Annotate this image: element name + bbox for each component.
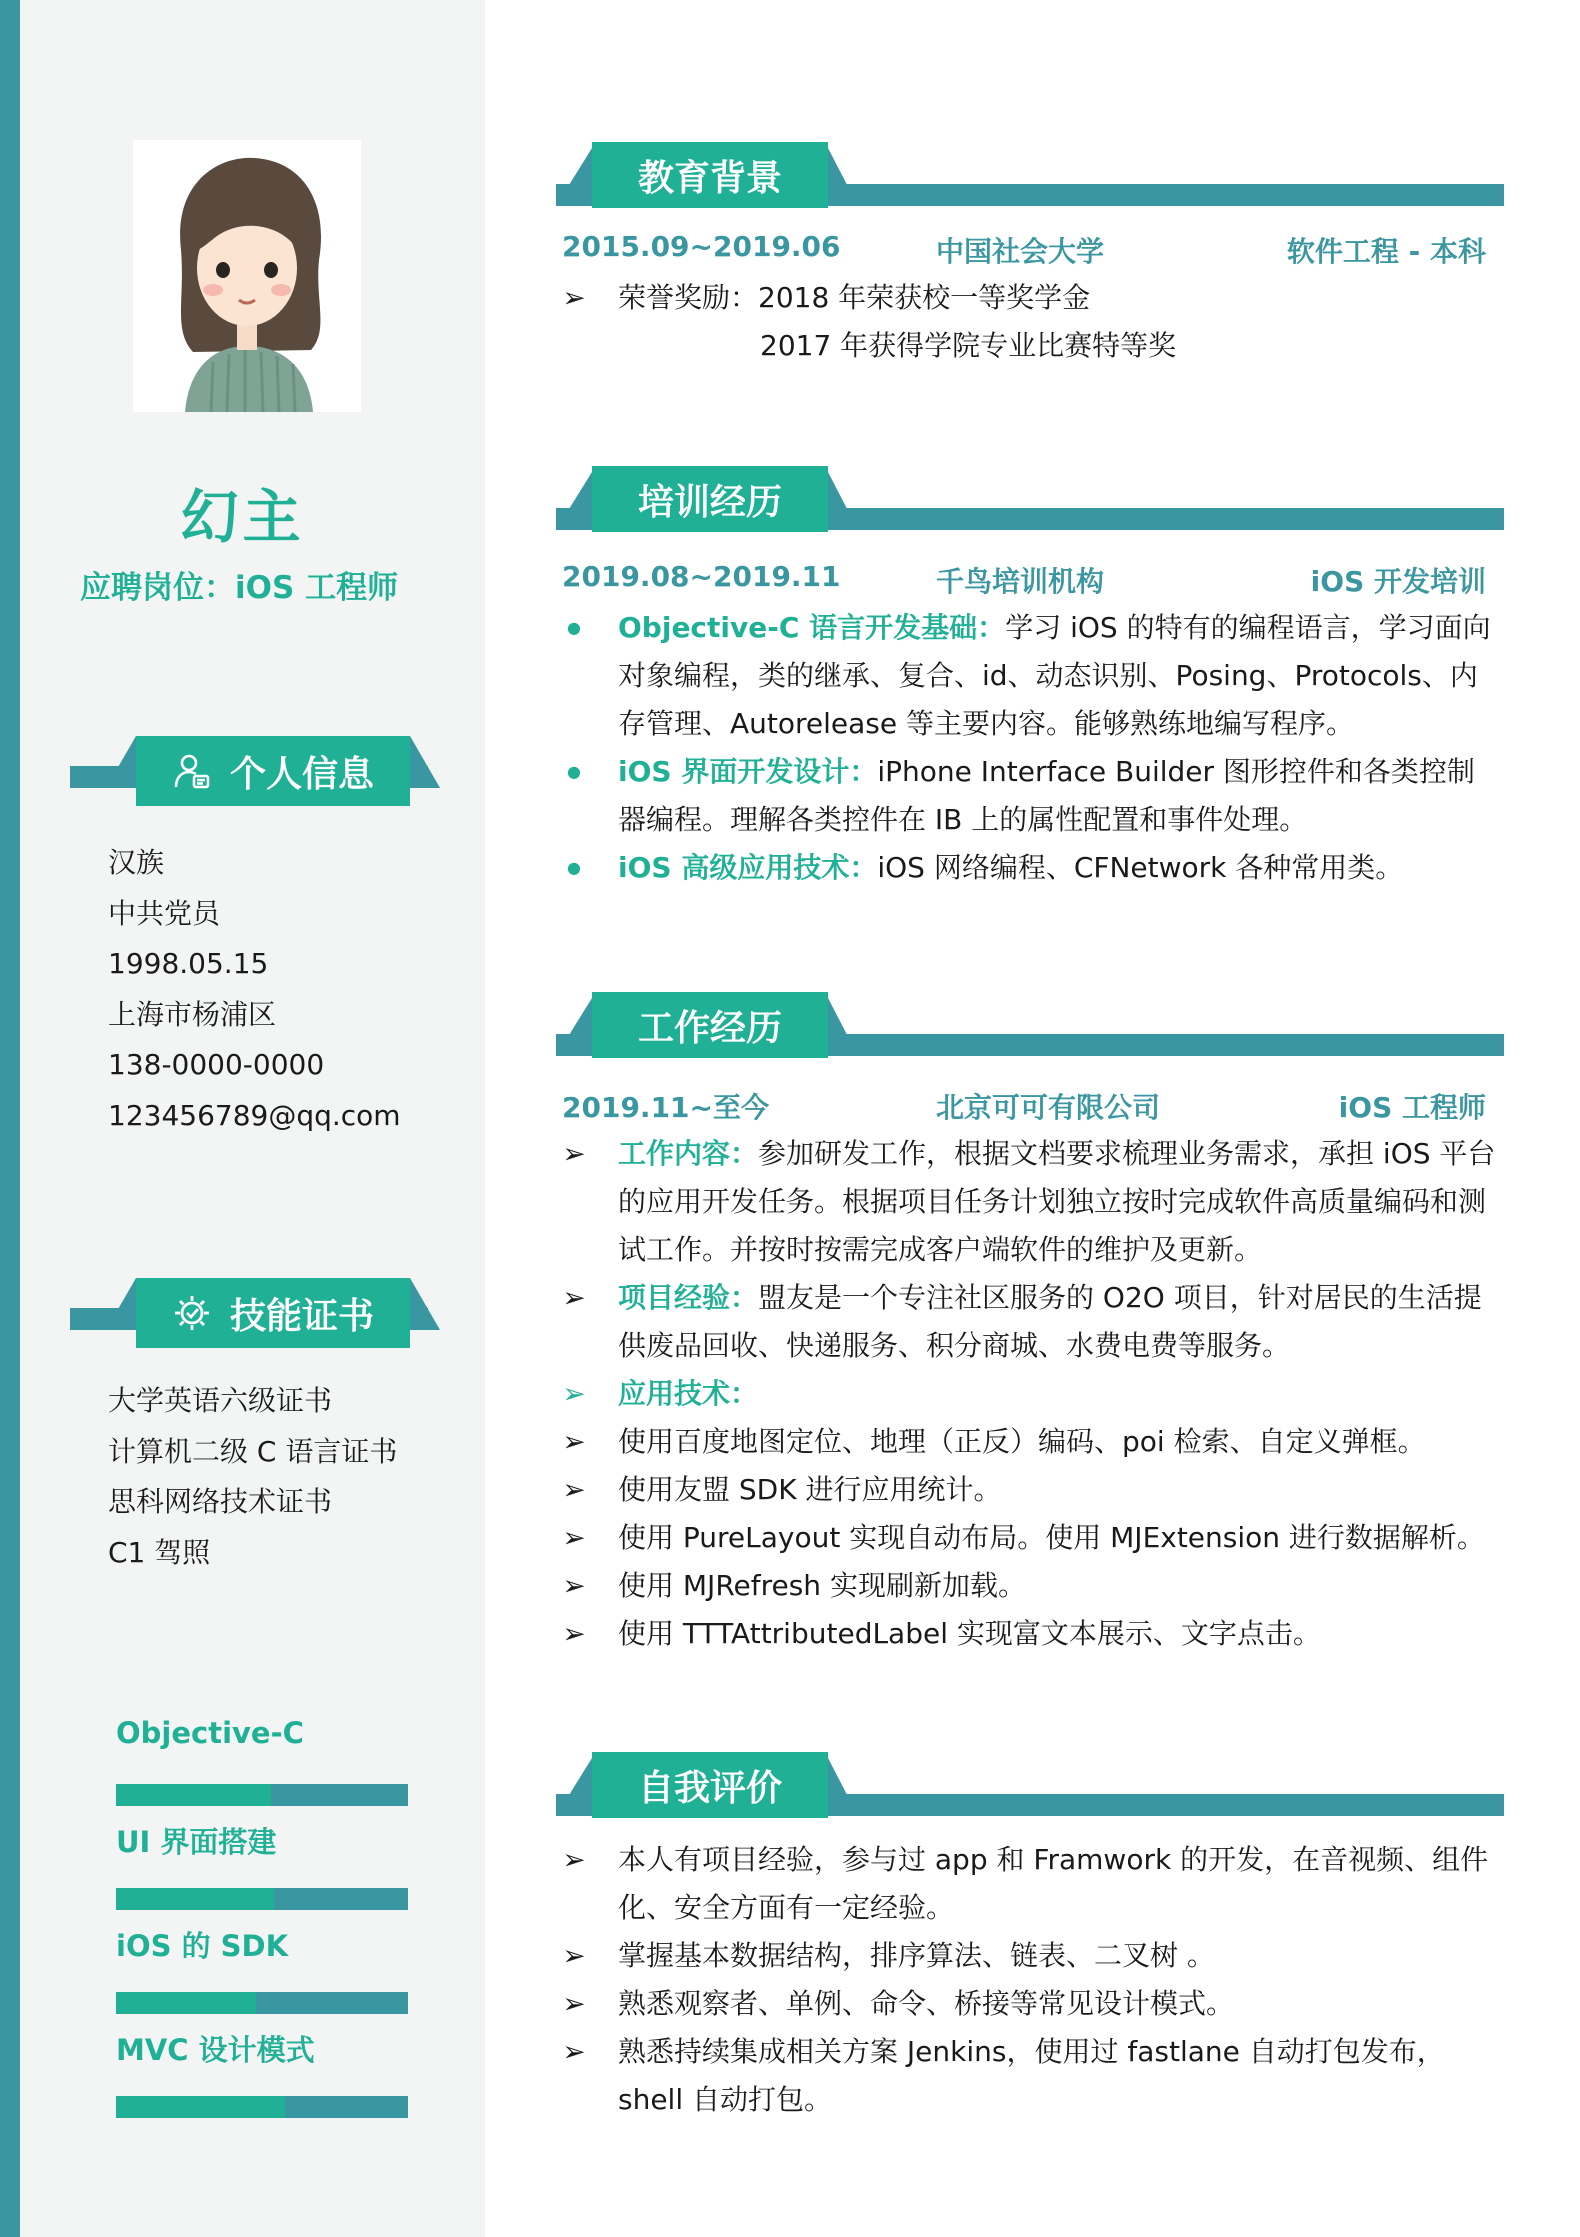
item-keyword: 工作内容： <box>618 1137 759 1170</box>
work-tech-item <box>562 1514 1502 1562</box>
item-text: 使用 TTTAttributedLabel 实现富文本展示、文字点击。 <box>618 1617 1321 1650</box>
arrow-bullet-icon: ➢ <box>562 1569 586 1602</box>
education-meta <box>562 230 1486 270</box>
item-text: 参加研发工作，根据文档要求梳理业务需求，承担 iOS 平台的应用开发任务。根据项目任务计划独立按时完成软件高质量编码和测试工作。并按时按需完成客户端软件的维护及更新。 <box>618 1137 1496 1266</box>
header-title: 教育背景 <box>637 157 782 199</box>
skill-ui-layout <box>116 1820 412 1910</box>
header-tab-left <box>556 1758 592 1816</box>
arrow-bullet-icon: ➢ <box>562 1987 586 2020</box>
info-email: 123456789@qq.com <box>108 1098 401 1132</box>
header-tab <box>592 466 828 532</box>
header-tab-left <box>556 998 592 1056</box>
skill-track <box>116 1784 408 1806</box>
dot-bullet-icon: ● <box>567 858 581 877</box>
skill-label: iOS 的 SDK <box>116 1929 289 1963</box>
skill-track <box>116 1992 408 2014</box>
skill-fill <box>116 2096 285 2118</box>
avatar <box>133 140 361 412</box>
item-keyword: iOS 高级应用技术： <box>618 851 878 884</box>
item-text: 熟悉持续集成相关方案 Jenkins，使用过 fastlane 自动打包发布，shell 自动打包。 <box>618 2035 1445 2116</box>
header-tab <box>136 736 410 806</box>
skill-fill <box>116 1992 256 2014</box>
training-header <box>556 472 1504 534</box>
self-evaluation-item <box>562 1980 1502 2028</box>
training-item <box>562 604 1502 748</box>
info-political-status: 中共党员 <box>108 896 221 930</box>
header-tab-right <box>828 1758 858 1816</box>
arrow-bullet-icon: ➢ <box>562 1843 586 1876</box>
item-text: 使用 PureLayout 实现自动布局。使用 MJExtension 进行数据解析。 <box>618 1521 1485 1554</box>
certificate-item: 思科网络技术证书 <box>108 1485 333 1518</box>
work-content <box>562 1130 1502 1274</box>
work-tech-item <box>562 1562 1502 1610</box>
gear-icon <box>172 1293 212 1333</box>
header-title: 技能证书 <box>229 1295 374 1337</box>
work-project <box>562 1274 1502 1370</box>
item-text: 掌握基本数据结构，排序算法、链表、二叉树 。 <box>618 1939 1215 1972</box>
training-period: 2019.08~2019.11 <box>562 560 841 593</box>
arrow-bullet-icon: ➢ <box>562 1521 586 1554</box>
training-course: iOS 开发培训 <box>1310 565 1486 598</box>
item-keyword: 项目经验： <box>618 1281 759 1314</box>
candidate-name: 幻主 <box>180 483 305 551</box>
item-text: 使用 MJRefresh 实现刷新加载。 <box>618 1569 1026 1602</box>
skill-fill <box>116 1888 274 1910</box>
training-meta <box>562 560 1486 600</box>
arrow-bullet-icon: ➢ <box>562 1473 586 1506</box>
item-keyword: iOS 界面开发设计： <box>618 755 878 788</box>
header-title: 工作经历 <box>637 1007 782 1049</box>
certificate-item: 计算机二级 C 语言证书 <box>108 1434 398 1468</box>
job-title: 应聘岗位：iOS 工程师 <box>80 570 399 606</box>
header-tab <box>592 1752 828 1818</box>
arrow-bullet-icon: ➢ <box>562 1137 586 1170</box>
skill-track <box>116 1888 408 1910</box>
header-title: 个人信息 <box>229 753 374 795</box>
item-keyword: 应用技术： <box>618 1377 759 1410</box>
self-evaluation-item <box>562 2028 1502 2124</box>
header-tab-left <box>556 148 592 206</box>
training-item <box>562 844 1502 892</box>
item-text: iPhone Interface Builder 图形控件和各类控制器编程。理解各类控件在 IB 上的属性配置和事件处理。 <box>618 755 1475 836</box>
education-major: 软件工程 - 本科 <box>1286 235 1486 268</box>
dot-bullet-icon: ● <box>567 618 581 637</box>
left-accent-strip <box>0 0 20 2237</box>
skill-fill <box>116 1784 271 1806</box>
certificate-item: 大学英语六级证书 <box>108 1384 333 1417</box>
self-evaluation-item <box>562 1836 1502 1932</box>
work-tech-item <box>562 1418 1502 1466</box>
work-meta <box>562 1086 1486 1126</box>
training-org: 千鸟培训机构 <box>936 565 1105 598</box>
education-period: 2015.09~2019.06 <box>562 230 841 263</box>
header-title: 培训经历 <box>637 481 782 523</box>
education-awards <box>562 274 1502 370</box>
header-tab-right <box>828 998 858 1056</box>
header-tab-left <box>556 472 592 530</box>
skill-track <box>116 2096 408 2118</box>
award-item: 2018 年荣获校一等奖学金 <box>758 281 1091 314</box>
certificates-header <box>70 1278 428 1348</box>
item-text: 使用友盟 SDK 进行应用统计。 <box>618 1473 1002 1506</box>
info-location: 上海市杨浦区 <box>108 997 277 1031</box>
awards-label: 荣誉奖励： <box>618 281 759 314</box>
arrow-bullet-icon: ➢ <box>562 1281 586 1314</box>
skill-ios-sdk <box>116 1924 412 2014</box>
skill-label: Objective-C <box>116 1716 304 1750</box>
skill-label: UI 界面搭建 <box>116 1825 277 1859</box>
info-phone: 138-0000-0000 <box>108 1048 325 1081</box>
work-company: 北京可可有限公司 <box>936 1091 1161 1124</box>
item-text: iOS 网络编程、CFNetwork 各种常用类。 <box>877 851 1404 884</box>
personal-info-list <box>108 838 401 1141</box>
arrow-bullet-icon: ➢ <box>562 1425 586 1458</box>
certificates-list <box>108 1376 397 1578</box>
item-text: 使用百度地图定位、地理（正反）编码、poi 检索、自定义弹框。 <box>618 1425 1426 1458</box>
header-tab <box>592 992 828 1058</box>
self-evaluation-item <box>562 1932 1502 1980</box>
arrow-bullet-icon: ➢ <box>562 1377 586 1410</box>
arrow-bullet-icon: ➢ <box>562 281 586 314</box>
self-evaluation-header <box>556 1758 1504 1820</box>
item-keyword: Objective-C 语言开发基础： <box>618 611 1006 644</box>
work-tech-item <box>562 1610 1502 1658</box>
arrow-bullet-icon: ➢ <box>562 2035 586 2068</box>
education-school: 中国社会大学 <box>936 235 1105 268</box>
work-tech-item <box>562 1466 1502 1514</box>
work-position: iOS 工程师 <box>1338 1091 1486 1124</box>
skill-label: MVC 设计模式 <box>116 2033 315 2067</box>
work-period: 2019.11~至今 <box>562 1091 769 1124</box>
info-ethnicity: 汉族 <box>108 846 165 879</box>
avatar-illustration <box>133 140 361 412</box>
skill-mvc <box>116 2028 412 2118</box>
certificate-item: C1 驾照 <box>108 1535 211 1569</box>
item-text: 熟悉观察者、单例、命令、桥接等常见设计模式。 <box>618 1987 1235 2020</box>
work-tech-heading <box>562 1370 1502 1418</box>
dot-bullet-icon: ● <box>567 762 581 781</box>
work-header <box>556 998 1504 1060</box>
item-text: 盟友是一个专注社区服务的 O2O 项目，针对居民的生活提供废品回收、快递服务、积分商城、水费电费等服务。 <box>618 1281 1482 1362</box>
header-tab-left <box>106 736 136 788</box>
arrow-bullet-icon: ➢ <box>562 1939 586 1972</box>
training-item <box>562 748 1502 844</box>
user-card-icon <box>172 751 212 791</box>
personal-info-header <box>70 736 428 806</box>
award-item: 2017 年获得学院专业比赛特等奖 <box>760 329 1177 362</box>
arrow-bullet-icon: ➢ <box>562 1617 586 1650</box>
skill-objective-c <box>116 1716 412 1806</box>
header-tab <box>136 1278 410 1348</box>
header-tab <box>592 142 828 208</box>
item-text: 本人有项目经验，参与过 app 和 Framwork 的开发，在音视频、组件化、安全方面有一定经验。 <box>618 1843 1489 1924</box>
item-text: 学习 iOS 的特有的编程语言，学习面向对象编程，类的继承、复合、id、动态识别、Posing、Protocols、内存管理、Autorelease 等主要内容。能够熟练地编写程序。 <box>618 611 1491 740</box>
info-birthdate: 1998.05.15 <box>108 947 269 980</box>
header-tab-right <box>828 148 858 206</box>
education-header <box>556 148 1504 210</box>
header-title: 自我评价 <box>637 1767 782 1809</box>
